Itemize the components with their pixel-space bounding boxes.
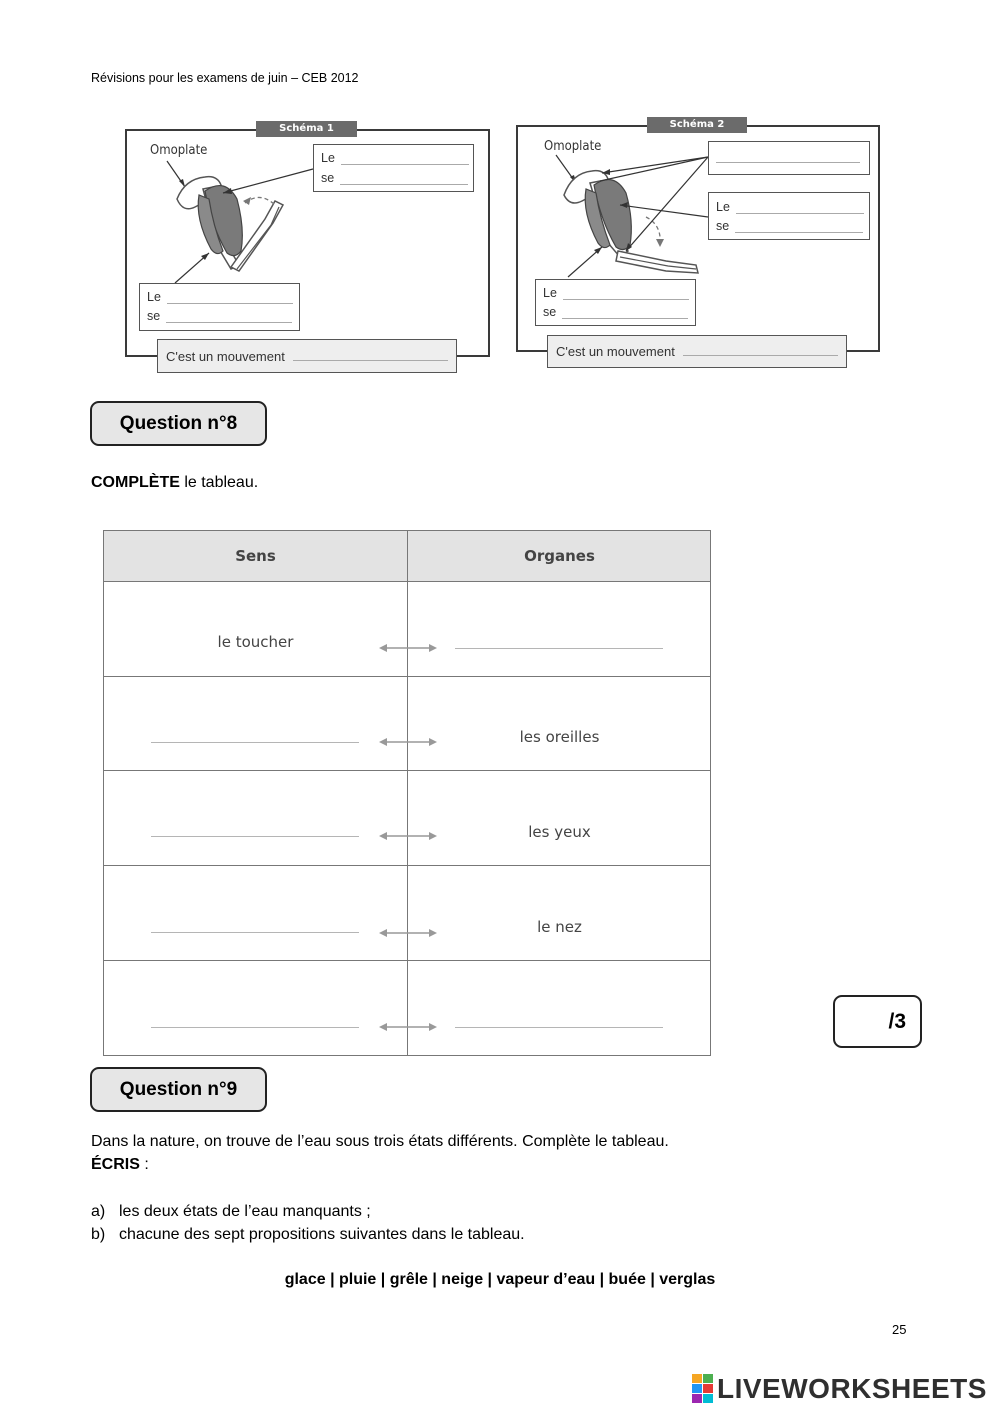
row-divider bbox=[104, 960, 710, 961]
list-item-text: les deux états de l’eau manquants ; bbox=[119, 1203, 371, 1220]
schema-2-right-se: se bbox=[716, 219, 730, 233]
answer-blank[interactable] bbox=[166, 312, 292, 323]
answer-blank[interactable] bbox=[151, 836, 359, 837]
list-item-text: chacune des sept propositions suivantes dans le tableau. bbox=[119, 1226, 525, 1243]
answer-blank[interactable] bbox=[563, 289, 689, 300]
table-cell-organe: les yeux bbox=[528, 823, 591, 841]
header-sens: Sens bbox=[235, 547, 276, 565]
schema-2-bottom-se: se bbox=[543, 305, 557, 319]
answer-blank[interactable] bbox=[167, 293, 293, 304]
table-cell-organe: le nez bbox=[537, 918, 582, 936]
question-9-list bbox=[91, 1200, 891, 1246]
list-item bbox=[91, 1223, 891, 1246]
schema-2-top-answer-box[interactable] bbox=[708, 141, 870, 175]
double-arrow-icon bbox=[379, 830, 437, 842]
answer-blank[interactable] bbox=[341, 154, 469, 165]
answer-blank[interactable] bbox=[455, 648, 663, 649]
schema-2-omoplate-label: Omoplate bbox=[544, 139, 602, 154]
senses-table bbox=[103, 530, 711, 1056]
list-marker: a) bbox=[91, 1203, 106, 1220]
page-header: Révisions pour les examens de juin – CEB 2012 bbox=[91, 71, 359, 85]
score-box: /3 bbox=[833, 995, 922, 1048]
schema-1-omoplate-label: Omoplate bbox=[150, 143, 208, 158]
answer-blank[interactable] bbox=[562, 308, 688, 319]
double-arrow-icon bbox=[379, 642, 437, 654]
ecris-rest: : bbox=[139, 1156, 149, 1173]
question-9-heading: Question n°9 bbox=[90, 1067, 267, 1112]
schema-1-top-le: Le bbox=[321, 151, 335, 165]
liveworksheets-logo bbox=[692, 1373, 987, 1405]
schema-1-bottom-label-box[interactable] bbox=[139, 283, 300, 331]
question-9-text bbox=[91, 1130, 891, 1176]
double-arrow-icon bbox=[379, 927, 437, 939]
word-bank: glace | pluie | grêle | neige | vapeur d’eau | buée | verglas bbox=[284, 1271, 716, 1288]
liveworksheets-logo-icon bbox=[692, 1374, 714, 1404]
schema-2-movement-label: C'est un mouvement bbox=[556, 344, 675, 359]
instruction-verb: COMPLÈTE bbox=[91, 474, 180, 491]
schema-1-movement-label: C'est un mouvement bbox=[166, 348, 285, 364]
ecris-verb: ÉCRIS bbox=[91, 1156, 140, 1173]
answer-blank[interactable] bbox=[293, 352, 448, 361]
question-8-instruction bbox=[91, 471, 258, 494]
double-arrow-icon bbox=[379, 1021, 437, 1033]
answer-blank[interactable] bbox=[340, 174, 468, 185]
schema-2-movement-box[interactable] bbox=[547, 335, 847, 368]
instruction-rest: le tableau. bbox=[179, 474, 259, 491]
double-arrow-icon bbox=[379, 736, 437, 748]
answer-blank[interactable] bbox=[455, 1027, 663, 1028]
liveworksheets-logo-text: LIVEWORKSHEETS bbox=[717, 1373, 987, 1404]
schema-1-title: Schéma 1 bbox=[256, 121, 357, 137]
answer-blank[interactable] bbox=[735, 222, 863, 233]
table-cell-sens: le toucher bbox=[217, 633, 294, 651]
answer-blank[interactable] bbox=[151, 742, 359, 743]
schema-2-bottom-le: Le bbox=[543, 286, 557, 300]
schema-2-right-le: Le bbox=[716, 200, 730, 214]
schema-2-title: Schéma 2 bbox=[647, 117, 747, 133]
list-marker: b) bbox=[91, 1226, 106, 1243]
answer-blank[interactable] bbox=[716, 152, 860, 163]
answer-blank[interactable] bbox=[736, 203, 864, 214]
row-divider bbox=[104, 676, 710, 677]
schema-1-top-label-box[interactable] bbox=[313, 144, 474, 192]
schema-1-bottom-le: Le bbox=[147, 290, 161, 304]
page-number: 25 bbox=[892, 1322, 907, 1337]
header-organes: Organes bbox=[524, 547, 595, 565]
answer-blank[interactable] bbox=[151, 1027, 359, 1028]
schema-1-bottom-se: se bbox=[147, 309, 161, 323]
row-divider bbox=[104, 865, 710, 866]
question-9-line-1: Dans la nature, on trouve de l’eau sous trois états différents. Complète le tableau. bbox=[91, 1133, 669, 1150]
answer-blank[interactable] bbox=[683, 347, 838, 356]
column-divider bbox=[407, 531, 408, 1055]
question-9-line-2 bbox=[91, 1153, 891, 1176]
answer-blank[interactable] bbox=[151, 932, 359, 933]
row-divider bbox=[104, 770, 710, 771]
table-cell-organe: les oreilles bbox=[519, 728, 600, 746]
schema-1-top-se: se bbox=[321, 171, 335, 185]
schema-1-movement-box[interactable] bbox=[157, 339, 457, 373]
schema-2-right-label-box[interactable] bbox=[708, 192, 870, 240]
question-8-heading: Question n°8 bbox=[90, 401, 267, 446]
list-item bbox=[91, 1200, 891, 1223]
schema-2-bottom-label-box[interactable] bbox=[535, 279, 696, 326]
